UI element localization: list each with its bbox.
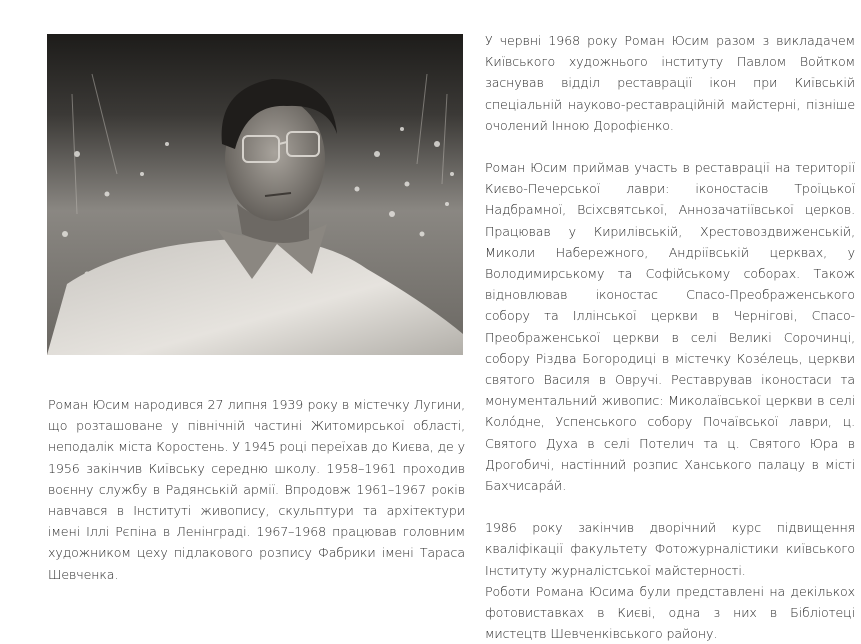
- biography-left-column: [48, 394, 465, 585]
- biography-right-column: [485, 30, 855, 644]
- biography-paragraph-photojournalism-course: 1986 року закінчив дворічний курс підвищення кваліфікації факультету Фотожурналістики київського Інституту журналістської майстерності.: [485, 520, 855, 578]
- portrait-image: [47, 34, 463, 355]
- paragraph-spacer: [485, 136, 855, 157]
- biography-paragraph-restoration-works: Роман Юсим приймав участь в реставрації на території Києво-Печерської лаври: іконостасів Троїцької Надбрамної, Всіхсвятської, Аннозачатіївської церков. Працював у Кирилівській, Хрестовоздвиженській, Миколи Набережного, Андріївській церквах, у Володимирському та Софійському соборах. Також відновлював іконостас Спасо-Преображенського собору та Іллінської церкви в Чернігові, Спасо-Преображенської церкви в селі Великі Сорочинці, собору Різдва Богородиці в містечку Козéлець, церкви святого Василя в Овручі. Реставрував іконостаси та монументальний живопис: Миколаївської церкви в селі Колóдне, Успенського собору Почаївської лаври, ц. Святого Духа в селі Потелич та ц. Святого Юра в Дрогобичі, настінний розпис Ханського палацу в місті Бахчисарáй.: [485, 160, 855, 494]
- portrait-photo: [47, 34, 463, 355]
- biography-paragraph-restoration-department: У червні 1968 року Роман Юсим разом з викладачем Київського художнього інституту Павлом Войтком заснував відділ реставрації ікон при Київській спеціальній науково-реставраційній майстерні, пізніше очолений Інною Дорофієнко.: [485, 33, 855, 133]
- biography-paragraph-early-life: Роман Юсим народився 27 липня 1939 року в містечку Лугини, що розташоване у північній частині Житомирської області, неподалік міста Коростень. У 1945 році переїхав до Києва, де у 1956 закінчив Київську середню школу. 1958–1961 проходив воєнну службу в Радянській армії. Впродовж 1961–1967 років навчався в Інституті живопису, скульптури та архітектури імені Іллі Рєпіна в Ленінграді. 1967–1968 працював головним художником цеху підлакового розпису Фабрики імені Тараса Шевченка.: [48, 397, 465, 582]
- paragraph-spacer: [485, 496, 855, 517]
- biography-paragraph-exhibitions: Роботи Романа Юсима були представлені на декількох фотовиставках в Києві, одна з них в Бібліотеці мистецтв Шевченківського району.: [485, 583, 855, 642]
